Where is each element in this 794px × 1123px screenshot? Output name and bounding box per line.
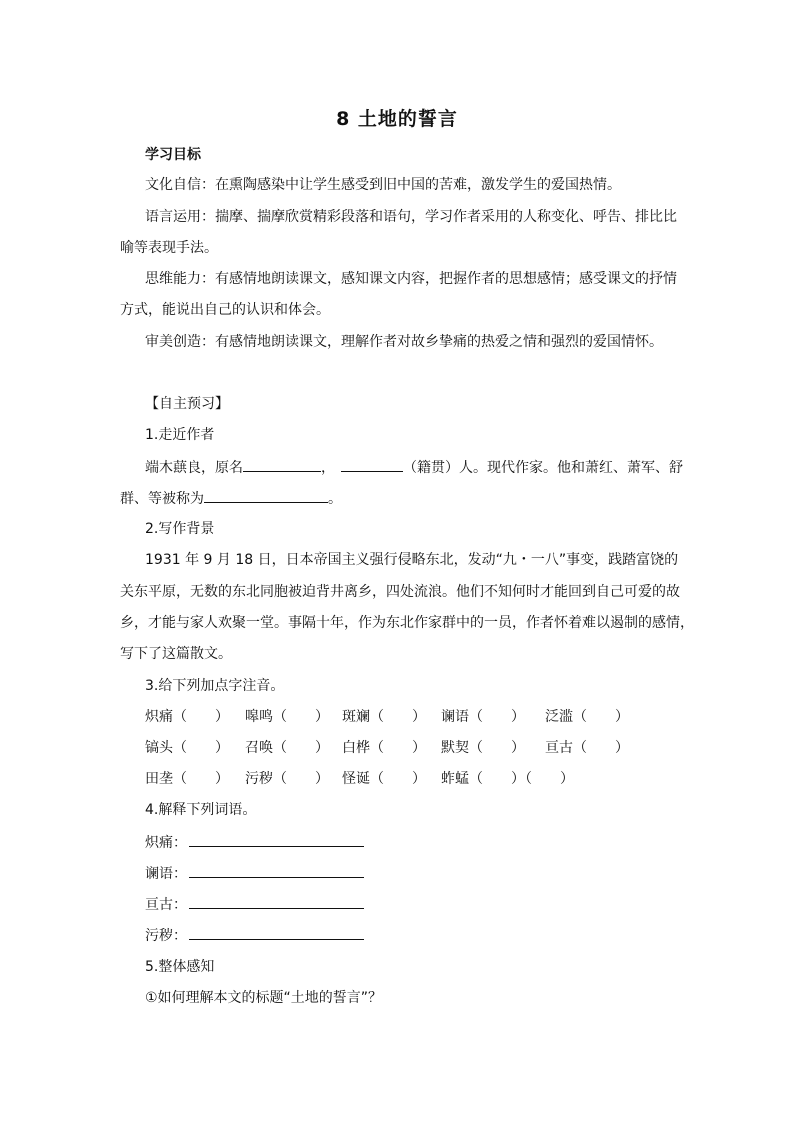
q1-text-e: 。 xyxy=(328,491,342,507)
q3-title: 3.给下列加点字注音。 xyxy=(145,678,285,694)
goal-language xyxy=(145,207,705,227)
q1-text-a: 端木蕻良，原名 xyxy=(145,460,243,476)
goal-language-label: 语言运用： xyxy=(145,209,215,225)
q5-title: 5.整体感知 xyxy=(145,959,215,975)
term-label: 谰语： xyxy=(145,866,187,882)
q2-para-2: 关东平原，无数的东北同胞被迫背井离乡，四处流浪。他们不知何时才能回到自己可爱的故 xyxy=(120,584,680,600)
goal-language-text-1: 揣摩、揣摩欣赏精彩段落和语句，学习作者采用的人称变化、呼告、排比比 xyxy=(215,209,677,225)
term-answer-blank[interactable] xyxy=(189,832,364,847)
q1-line-2 xyxy=(120,488,680,509)
pinyin-item[interactable]: 怪诞（ ） xyxy=(342,771,426,787)
term-answer-blank[interactable] xyxy=(189,863,364,878)
pinyin-item[interactable]: 谰语（ ） xyxy=(441,709,525,725)
term-answer-row xyxy=(145,894,364,915)
pinyin-item[interactable]: 白桦（ ） xyxy=(342,740,426,756)
page-title: 8 土地的誓言 xyxy=(336,108,458,130)
pinyin-item[interactable]: 嗥鸣（ ） xyxy=(245,709,329,725)
q1-title: 1.走近作者 xyxy=(145,427,215,443)
q1-blank-hometown[interactable] xyxy=(341,457,403,472)
pinyin-item[interactable]: 污秽（ ） xyxy=(245,771,329,787)
q1-text-d: 群、等被称为 xyxy=(120,491,204,507)
term-label: 亘古： xyxy=(145,897,187,913)
q2-title: 2.写作背景 xyxy=(145,521,215,537)
pinyin-item[interactable]: 泛滥（ ） xyxy=(545,709,629,725)
goal-aesthetic-label: 审美创造： xyxy=(145,334,215,350)
preview-heading: 【自主预习】 xyxy=(145,396,229,412)
goal-thinking-cont: 方式，能说出自己的认识和体会。 xyxy=(120,302,330,318)
term-answer-blank[interactable] xyxy=(189,925,364,940)
q1-blank-group[interactable] xyxy=(204,488,328,503)
goal-language-cont: 喻等表现手法。 xyxy=(120,240,218,256)
q1-blank-name[interactable] xyxy=(243,457,321,472)
q1-text-b: ， xyxy=(321,460,335,476)
q2-para-3: 乡，才能与家人欢聚一堂。事隔十年，作为东北作家群中的一员，作者怀着难以遏制的感情， xyxy=(120,615,694,631)
q2-para-1: 1931 年 9 月 18 日，日本帝国主义强行侵略东北，发动“九・一八”事变，践踏富饶的 xyxy=(145,552,679,568)
pinyin-item[interactable]: 亘古（ ） xyxy=(545,740,629,756)
pinyin-item[interactable]: 田垄（ ） xyxy=(145,771,229,787)
goal-thinking xyxy=(145,269,705,289)
goal-aesthetic xyxy=(145,332,705,352)
goal-culture xyxy=(145,175,705,195)
pinyin-item[interactable]: 镐头（ ） xyxy=(145,740,229,756)
q1-line-1 xyxy=(145,457,705,478)
pinyin-item[interactable]: 默契（ ） xyxy=(441,740,525,756)
pinyin-item[interactable]: 炽痛（ ） xyxy=(145,709,229,725)
term-label: 炽痛： xyxy=(145,835,187,851)
goal-culture-text: 在熏陶感染中让学生感受到旧中国的苦难，激发学生的爱国热情。 xyxy=(215,177,621,193)
pinyin-item[interactable]: 斑斓（ ） xyxy=(342,709,426,725)
goal-thinking-label: 思维能力： xyxy=(145,271,215,287)
term-answer-row xyxy=(145,925,364,946)
q4-title: 4.解释下列词语。 xyxy=(145,802,257,818)
goal-aesthetic-text: 有感情地朗读课文，理解作者对故乡挚痛的热爱之情和强烈的爱国情怀。 xyxy=(215,334,663,350)
term-label: 污秽： xyxy=(145,928,187,944)
q2-para-4: 写下了这篇散文。 xyxy=(120,646,232,662)
goals-heading: 学习目标 xyxy=(145,147,201,163)
pinyin-item[interactable]: 召唤（ ） xyxy=(245,740,329,756)
q5-subquestion: ①如何理解本文的标题“土地的誓言”？ xyxy=(145,990,383,1006)
pinyin-item[interactable]: 蚱蜢（ ）（ ） xyxy=(441,771,574,787)
q1-text-c: （籍贯）人。现代作家。他和萧红、萧军、舒 xyxy=(403,460,683,476)
term-answer-row xyxy=(145,863,364,884)
goal-thinking-text-1: 有感情地朗读课文，感知课文内容，把握作者的思想感情；感受课文的抒情 xyxy=(215,271,677,287)
goal-culture-label: 文化自信： xyxy=(145,177,215,193)
term-answer-row xyxy=(145,832,364,853)
term-answer-blank[interactable] xyxy=(189,894,364,909)
